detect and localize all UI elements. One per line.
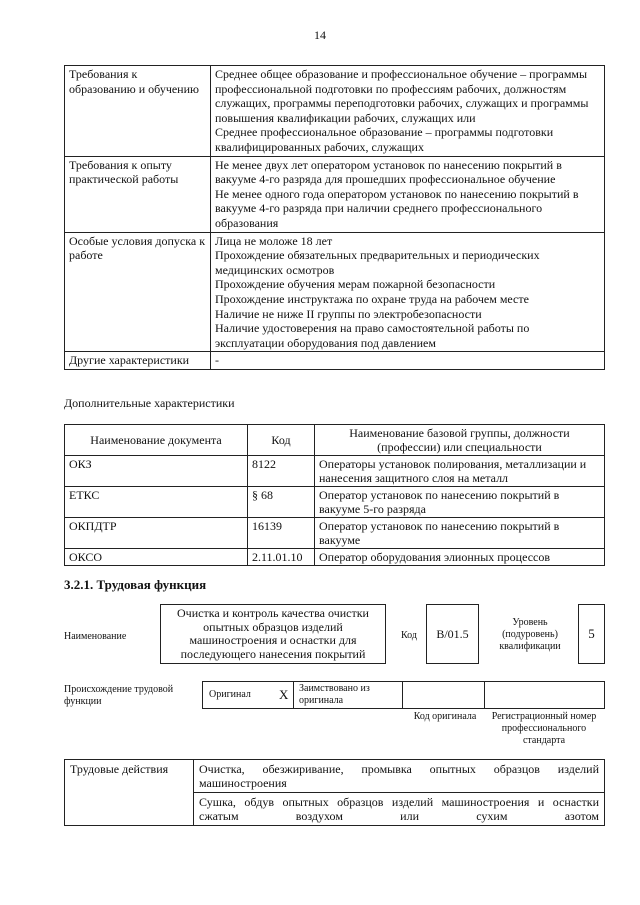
row-value: Среднее общее образование и профессиональное обучение – программы профессиональной подготовки по профессиям рабочих, должностям служащих, программы переподготовки рабочих, служащих и программы повышения квалификации рабочих, служащих или xyxy=(215,67,589,125)
table-cell: 16139 xyxy=(248,518,315,549)
table-cell: ОКСО xyxy=(65,549,248,566)
table-cell: ОКЗ xyxy=(65,456,248,487)
requirements-table xyxy=(64,65,605,370)
column-header: Наименование базовой группы, должности (профессии) или специальности xyxy=(315,425,605,456)
table-cell: ЕТКС xyxy=(65,487,248,518)
table-cell: Операторы установок полирования, металлизации и нанесения защитного слоя на металл xyxy=(315,456,605,487)
row-value: Лица не моложе 18 лет xyxy=(215,233,333,248)
origin-row xyxy=(202,681,605,709)
original-label: Оригинал xyxy=(209,689,251,700)
code-label: Код xyxy=(401,630,417,641)
row-values xyxy=(211,66,605,157)
table-row xyxy=(65,232,605,352)
row-value: Прохождение обучения мерам пожарной безопасности xyxy=(215,277,496,292)
action-item xyxy=(194,793,605,826)
divider xyxy=(402,681,403,709)
table-row xyxy=(65,760,605,793)
row-values xyxy=(211,156,605,232)
function-heading: 3.2.1. Трудовая функция xyxy=(64,577,207,592)
divider xyxy=(484,681,485,709)
actions-label: Трудовые действия xyxy=(65,760,194,826)
table-row xyxy=(65,518,605,549)
row-label: Требования к опыту практической работы xyxy=(65,156,211,232)
row-value: - xyxy=(211,352,605,370)
table-cell: Оператор установок по нанесению покрытий в вакууме xyxy=(315,518,605,549)
row-value: Наличие удостоверения на право самостоятельной работы по эксплуатации оборудования под давлением xyxy=(215,321,530,350)
table-row xyxy=(65,549,605,566)
function-code-box: B/01.5 xyxy=(426,604,479,664)
row-values xyxy=(211,232,605,352)
table-row xyxy=(65,352,605,370)
column-header: Код xyxy=(248,425,315,456)
row-value: Прохождение обязательных предварительных и периодических медицинских осмотров xyxy=(215,248,540,277)
row-label: Особые условия допуска к работе xyxy=(65,232,211,352)
labor-actions-table xyxy=(64,759,605,826)
row-label: Другие характеристики xyxy=(65,352,211,370)
table-cell: Оператор оборудования элионных процессов xyxy=(315,549,605,566)
code-original-caption: Код оригинала xyxy=(413,711,477,722)
name-label: Наименование xyxy=(64,631,127,642)
additional-table xyxy=(64,424,605,566)
level-label: Уровень (подуровень) квалификации xyxy=(499,617,561,652)
divider xyxy=(293,681,294,709)
column-header: Наименование документа xyxy=(65,425,248,456)
row-value: Наличие не ниже II группы по электробезопасности xyxy=(215,306,482,321)
table-cell: ОКПДТР xyxy=(65,518,248,549)
row-value: Среднее профессиональное образование – программы подготовки квалифицированных рабочих, служащих xyxy=(215,125,554,154)
row-value: Не менее одного года оператором установок по нанесению покрытий в вакууме 4-го разряда при наличии среднего профессионального образования xyxy=(215,186,579,230)
table-cell: 2.11.01.10 xyxy=(248,549,315,566)
table-cell: 8122 xyxy=(248,456,315,487)
table-row xyxy=(65,66,605,157)
table-cell: § 68 xyxy=(248,487,315,518)
row-value: Прохождение инструктажа по охране труда на рабочем месте xyxy=(215,291,529,306)
row-label: Требования к образованию и обучению xyxy=(65,66,211,157)
section-title: Дополнительные характеристики xyxy=(64,396,235,410)
level-box: 5 xyxy=(578,604,605,664)
table-row xyxy=(65,156,605,232)
origin-label: Происхождение трудовой функции xyxy=(64,684,174,707)
table-cell: Оператор установок по нанесению покрытий в вакууме 5-го разряда xyxy=(315,487,605,518)
action-item xyxy=(194,760,605,793)
reg-number-caption: Регистрационный номер профессионального стандарта xyxy=(491,711,597,746)
function-name-box: Очистка и контроль качества очистки опытных образцов изделий машиностроения и оснастки для последующего нанесения покрытий xyxy=(160,604,386,664)
page-number: 14 xyxy=(314,28,326,42)
action-text: Очистка, обезжиривание, промывка опытных образцов изделий машиностроения xyxy=(199,762,599,790)
borrowed-label: Заимствовано из оригинала xyxy=(299,683,370,706)
row-value: Не менее двух лет оператором установок по нанесению покрытий в вакууме 4-го разряда для прошедших профессиональное обучение xyxy=(215,157,562,187)
original-mark: X xyxy=(279,687,289,702)
table-row xyxy=(65,487,605,518)
action-text: Сушка, обдув опытных образцов изделий машиностроения и оснастки сжатым воздухом или сухим азотом xyxy=(199,795,599,823)
table-row xyxy=(65,456,605,487)
table-header-row xyxy=(65,425,605,456)
